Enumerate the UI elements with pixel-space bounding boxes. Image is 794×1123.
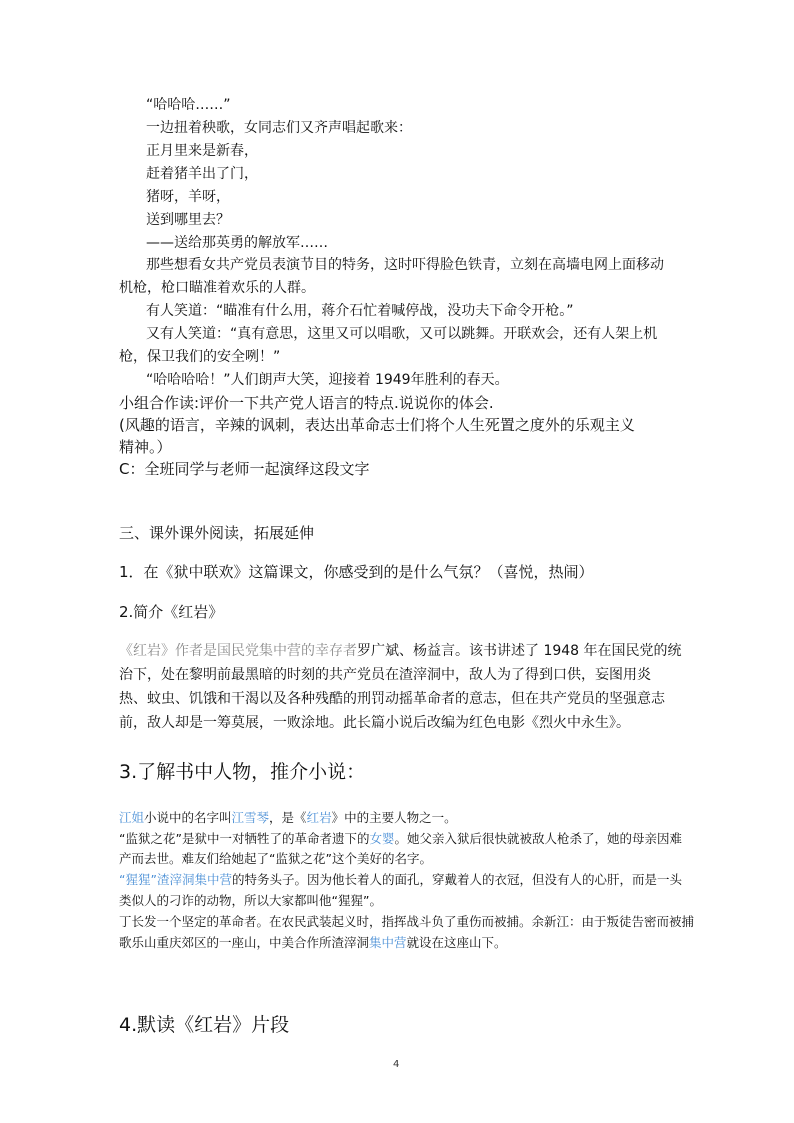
section-heading: 三、课外课外阅读，拓展延伸 <box>119 524 315 542</box>
story-line: 有人笑道：“瞄准有什么用，蒋介石忙着喊停战，没功夫下命令开枪。” <box>146 303 574 319</box>
discussion-task: 小组合作读:评价一下共产党人语言的特点.说说你的体会. <box>119 394 494 412</box>
song-line: 猪呀，羊呀， <box>146 189 230 205</box>
reading-heading: 4.默读《红岩》片段 <box>119 1014 290 1036</box>
intro-text: 罗广斌、杨益言。该书讲述了 1948 年在国民党的统 <box>357 643 682 659</box>
character-xingxing: “猩猩”渣滓洞集中营的特务头子。因为他长着人的面孔，穿戴着人的衣冠，但没有人的心肝，而是一头 <box>119 872 682 887</box>
character-line: 产而去世。难友们给她起了“监狱之花”这个美好的名字。 <box>119 851 432 866</box>
link-jiangxueqin[interactable]: 江雪琴 <box>231 810 270 825</box>
story-line: 又有人笑道：“真有意思，这里又可以唱歌，又可以跳舞。开联欢会，还有人架上机 <box>146 326 658 342</box>
intro-line: 前，敌人却是一筹莫展，一败涂地。此长篇小说后改编为红色电影《烈火中永生》。 <box>119 715 630 731</box>
link-xingxing[interactable]: “猩猩” <box>119 872 157 887</box>
characters-heading: 3.了解书中人物，推介小说： <box>119 761 366 783</box>
song-line: 赶着猪羊出了门， <box>146 166 258 182</box>
link-jiangjie[interactable]: 江姐 <box>119 810 145 825</box>
song-line: 送到哪里去？ <box>146 212 230 228</box>
story-line: 机枪，枪口瞄准着欢乐的人群。 <box>119 280 315 296</box>
link-hongyan[interactable]: 红岩 <box>306 810 332 825</box>
character-dingchangfa: 丁长发一个坚定的革命者。在农民武装起义时，指挥战斗负了重伤而被捕。余新江：由于叛徒告密而被捕 <box>119 914 695 929</box>
intro-line: 热、蚊虫、饥饿和干渴以及各种残酷的刑罚动摇革命者的意志，但在共产党员的坚强意志 <box>119 691 665 707</box>
story-line: “哈哈哈哈！”人们朗声大笑，迎接着 1949年胜利的春天。 <box>146 372 509 388</box>
intro-gray-text: 《红岩》作者是国民党集中营的幸存者 <box>119 643 357 659</box>
intro-paragraph <box>119 640 682 660</box>
page-number: 4 <box>393 1059 400 1070</box>
discussion-answer: 精神。） <box>119 438 172 456</box>
discussion-answer: (风趣的语言，辛辣的讽刺，表达出革命志士们将个人生死置之度外的乐观主义 <box>119 416 635 434</box>
question-1: 1．在《狱中联欢》这篇课文，你感受到的是什么气氛？（喜悦，热闹） <box>119 563 594 581</box>
discussion-c: C：全班同学与老师一起演绎这段文字 <box>119 460 370 478</box>
song-line: ——送给那英勇的解放军…… <box>146 235 328 251</box>
story-line: 一边扭着秧歌，女同志们又齐声唱起歌来： <box>146 120 412 136</box>
link-nuying[interactable]: 女婴 <box>369 831 395 846</box>
geleshan-line: 歌乐山重庆郊区的一座山，中美合作所渣滓洞集中营就设在这座山下。 <box>119 935 507 950</box>
song-line: 正月里来是新春， <box>146 143 258 159</box>
character-jianyuzhihua: “监狱之花”是狱中一对牺牲了的革命者遗下的女婴。她父亲入狱后很快就被敌人枪杀了，她的母亲因难 <box>119 831 682 846</box>
story-line: “哈哈哈……” <box>146 97 231 113</box>
link-zhazidong[interactable]: 渣滓洞集中营 <box>156 872 232 887</box>
character-jiangjie: 江姐小说中的名字叫江雪琴，是《红岩》中的主要人物之一。 <box>119 810 457 825</box>
story-line: 那些想看女共产党员表演节目的特务，这时吓得脸色铁青，立刻在高墙电网上面移动 <box>146 257 664 273</box>
question-2: 2.简介《红岩》 <box>119 603 224 621</box>
character-line: 类似人的刁诈的动物，所以大家都叫他“猩猩”。 <box>119 893 382 908</box>
link-jizhongying[interactable]: 集中营 <box>369 935 407 950</box>
story-line: 枪，保卫我们的安全咧！” <box>119 349 281 365</box>
intro-line: 治下，处在黎明前最黑暗的时刻的共产党员在渣滓洞中，敌人为了得到口供，妄图用炎 <box>119 667 651 683</box>
